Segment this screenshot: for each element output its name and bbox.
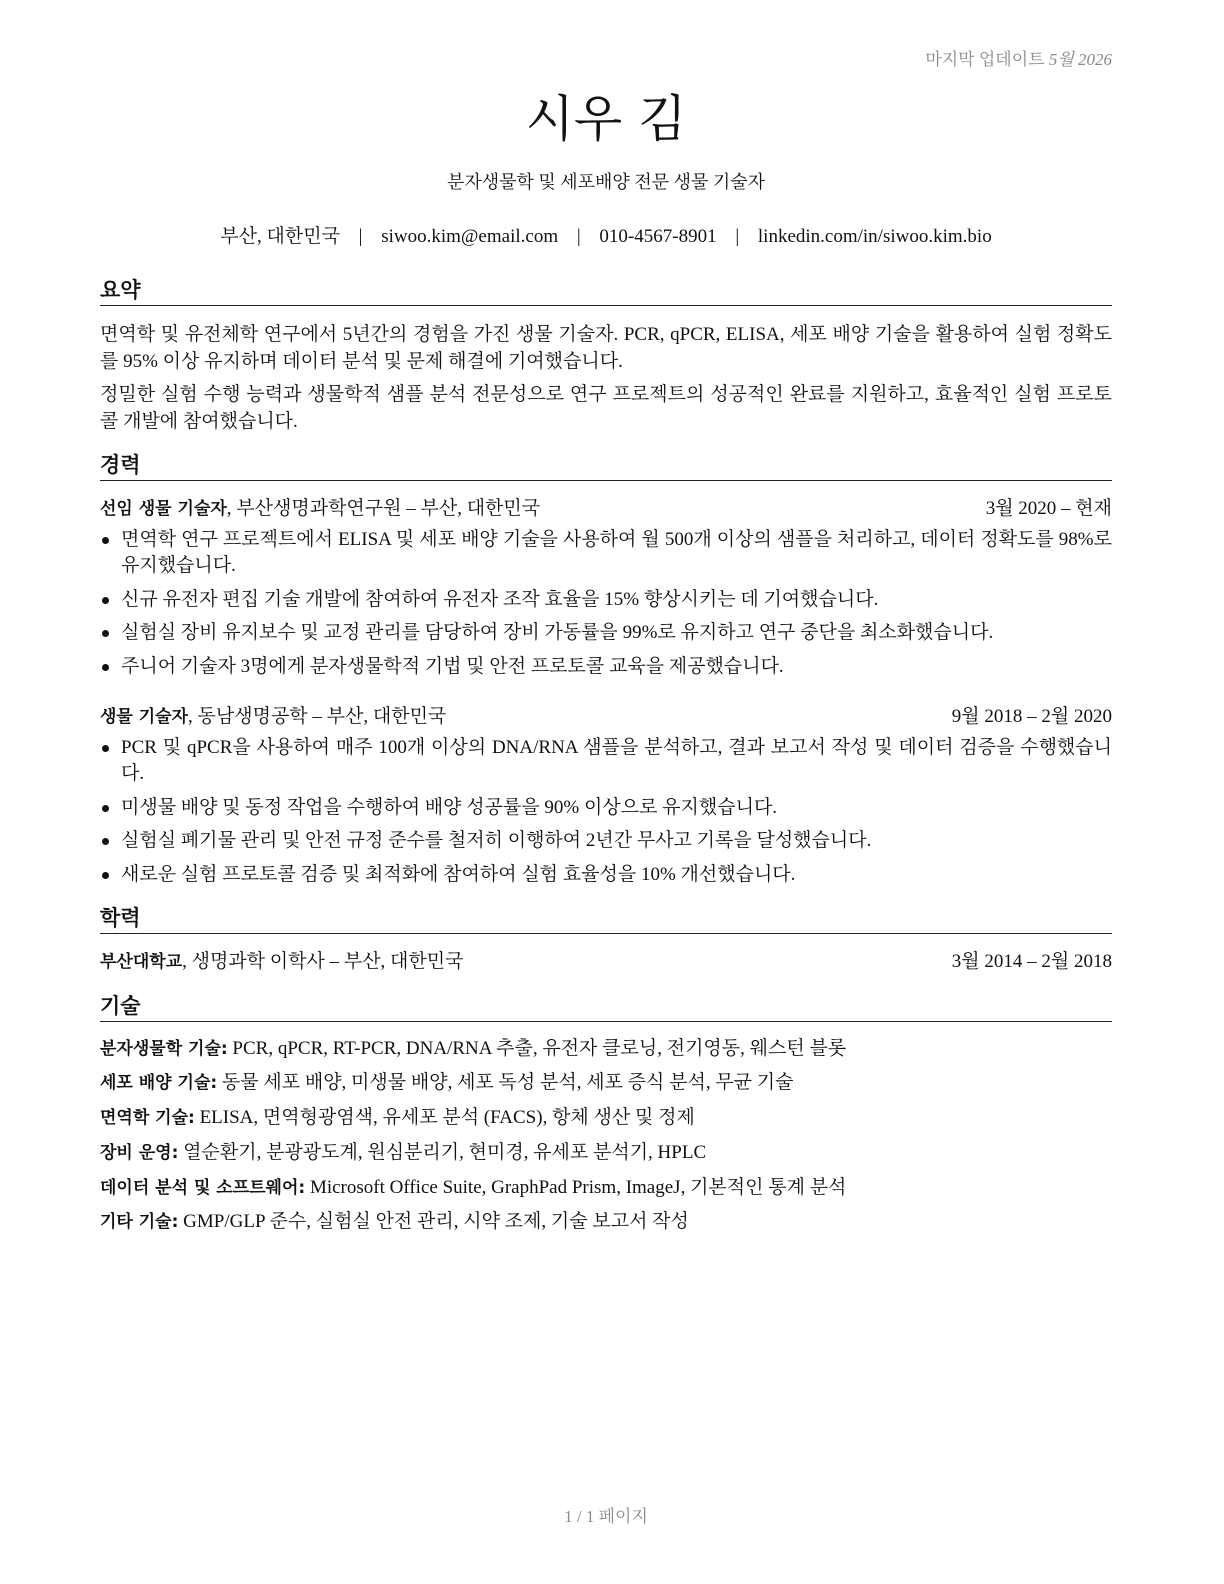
list-item [100,735,1112,787]
job-bullets [100,735,1112,895]
list-item [100,654,1112,680]
section-title-skills: 기술 [100,992,1112,1022]
tagline: 분자생물학 및 세포배양 전문 생물 기술자 [446,172,766,192]
skill-line [100,1037,1112,1061]
last-updated-label: 마지막 업데이트 [925,50,1045,69]
skill-line [100,1210,1112,1234]
school-name: 부산대학교 [100,952,183,972]
contact-phone: 010-4567-8901 [599,226,717,247]
summary-paragraph: 면역학 및 유전체학 연구에서 5년간의 경험을 가진 생물 기술자. PCR, qPCR, ELISA, 세포 배양 기술을 활용하여 실험 정확도를 95% 이상 유지하며 데이터 분석 및 문제 해결에 기여했습니다. [100,324,1112,372]
contact-email[interactable]: siwoo.kim@email.com [381,226,559,247]
section-title-education: 학력 [100,904,1112,934]
last-updated [925,45,1112,70]
contact-linkedin[interactable]: linkedin.com/in/siwoo.kim.bio [757,226,992,247]
job-bullets [100,527,1112,687]
list-item [100,527,1112,579]
degree-detail: , 생명과학 이학사 – 부산, 대한민국 [182,951,464,972]
contact-separator: | [358,226,363,247]
resume-page [100,0,1112,1584]
skill-label: 분자생물학 기술: [100,1039,228,1059]
bullet-text: 면역학 연구 프로젝트에서 ELISA 및 세포 배양 기술을 사용하여 월 500개 이상의 샘플을 처리하고, 데이터 정확도를 98%로 유지했습니다. [121,529,1112,576]
contact-separator: | [735,226,740,247]
skill-value: ELISA, 면역형광염색, 유세포 분석 (FACS), 항체 생산 및 정제 [194,1107,695,1128]
skill-value: 동물 세포 배양, 미생물 배양, 세포 독성 분석, 세포 증식 분석, 무균 기술 [217,1072,794,1093]
summary-paragraph: 정밀한 실험 수행 능력과 생물학적 샘플 분석 전문성으로 연구 프로젝트의 성공적인 완료를 지원하고, 효율적인 실험 프로토콜 개발에 참여했습니다. [100,384,1112,432]
skill-value: 열순환기, 분광광도계, 원심분리기, 현미경, 유세포 분석기, HPLC [178,1142,707,1163]
bullet-icon [102,630,109,637]
job-role: 선임 생물 기술자 [100,499,227,519]
contact-line [100,225,1112,249]
skill-line [100,1106,1112,1130]
skill-value: GMP/GLP 준수, 실험실 안전 관리, 시약 조제, 기술 보고서 작성 [178,1211,689,1232]
job-header [100,497,1112,521]
bullet-icon [102,745,109,752]
bullet-icon [102,597,109,604]
job-header [100,705,1112,729]
job-dates: 3월 2020 – 현재 [985,498,1112,519]
contact-separator: | [576,226,581,247]
list-item [100,828,1112,854]
list-item [100,587,1112,613]
bullet-text: 실험실 폐기물 관리 및 안전 규정 준수를 철저히 이행하여 2년간 무사고 기록을 달성했습니다. [121,830,872,851]
bullet-text: 주니어 기술자 3명에게 분자생물학적 기법 및 안전 프로토콜 교육을 제공했습니다. [121,655,784,677]
education-dates: 3월 2014 – 2월 2018 [951,951,1112,972]
person-name: 시우 김 [525,90,687,148]
bullet-text: 실험실 장비 유지보수 및 교정 관리를 담당하여 장비 가동률을 99%로 유지하고 연구 중단을 최소화했습니다. [121,622,994,643]
bullet-text: PCR 및 qPCR을 사용하여 매주 100개 이상의 DNA/RNA 샘플을 분석하고, 결과 보고서 작성 및 데이터 검증을 수행했습니다. [121,737,1112,784]
bullet-icon [102,872,109,879]
job-role: 생물 기술자 [100,707,189,727]
skill-label: 데이터 분석 및 소프트웨어: [100,1178,306,1198]
job-dates: 9월 2018 – 2월 2020 [951,706,1112,727]
skill-line [100,1071,1112,1095]
skill-label: 기타 기술: [100,1212,179,1232]
bullet-text: 미생물 배양 및 동정 작업을 수행하여 배양 성공률을 90% 이상으로 유지했습니다. [121,796,778,818]
bullet-text: 새로운 실험 프로토콜 검증 및 최적화에 참여하여 실험 효율성을 10% 개선했습니다. [121,863,796,885]
job-org: , 동남생명공학 – 부산, 대한민국 [188,706,447,727]
skill-value: PCR, qPCR, RT-PCR, DNA/RNA 추출, 유전자 클로닝, 전기영동, 웨스턴 블롯 [227,1038,847,1059]
skill-label: 장비 운영: [100,1143,179,1163]
list-item [100,795,1112,821]
skill-label: 면역학 기술: [100,1108,195,1128]
list-item [100,620,1112,646]
skill-label: 세포 배양 기술: [100,1073,218,1093]
section-title-experience: 경력 [100,451,1112,481]
bullet-icon [102,664,109,671]
section-title-summary: 요약 [100,276,1112,306]
bullet-icon [102,805,109,812]
contact-location: 부산, 대한민국 [220,226,340,247]
last-updated-date: 5월 2026 [1048,50,1112,69]
skill-line [100,1176,1112,1200]
page-indicator: 1 / 1 페이지 [564,1507,648,1526]
bullet-icon [102,838,109,845]
skill-value: Microsoft Office Suite, GraphPad Prism, ImageJ, 기본적인 통계 분석 [305,1177,847,1198]
bullet-text: 신규 유전자 편집 기술 개발에 참여하여 유전자 조작 효율을 15% 향상시키는 데 기여했습니다. [121,588,879,610]
job-org: , 부산생명과학연구원 – 부산, 대한민국 [226,498,541,519]
education-entry [100,950,1112,974]
list-item [100,862,1112,888]
bullet-icon [102,537,109,544]
skill-line [100,1141,1112,1165]
